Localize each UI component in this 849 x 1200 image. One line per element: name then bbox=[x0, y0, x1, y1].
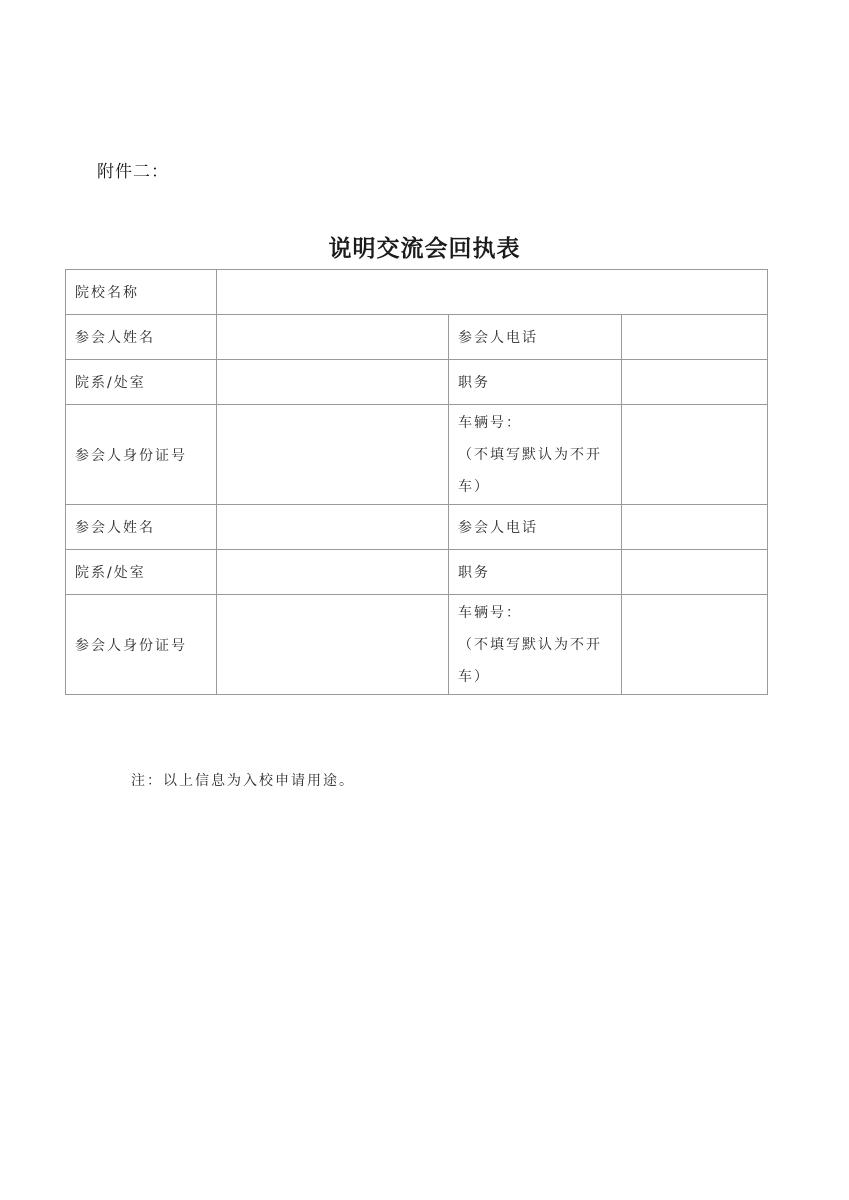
school-row bbox=[66, 270, 768, 315]
vehicle-value[interactable] bbox=[622, 405, 768, 505]
phone-value[interactable] bbox=[622, 505, 768, 550]
phone-value[interactable] bbox=[622, 315, 768, 360]
name-label: 参会人姓名 bbox=[66, 315, 217, 360]
vehicle-value[interactable] bbox=[622, 595, 768, 695]
dept-label: 院系/处室 bbox=[66, 550, 217, 595]
id-label: 参会人身份证号 bbox=[66, 595, 217, 695]
vehicle-label-line2: （不填写默认为不开 bbox=[458, 636, 602, 653]
vehicle-label-line1: 车辆号： bbox=[458, 414, 522, 431]
attachment-label: 附件二： bbox=[97, 162, 169, 182]
id-label: 参会人身份证号 bbox=[66, 405, 217, 505]
participant-2-dept-row bbox=[66, 550, 768, 595]
phone-label: 参会人电话 bbox=[449, 505, 622, 550]
dept-value[interactable] bbox=[217, 550, 449, 595]
participant-1-name-row bbox=[66, 315, 768, 360]
id-value[interactable] bbox=[217, 595, 449, 695]
vehicle-label-line1: 车辆号： bbox=[458, 604, 522, 621]
participant-2-id-row bbox=[66, 595, 768, 695]
school-label: 院校名称 bbox=[66, 270, 217, 315]
vehicle-label bbox=[449, 595, 622, 695]
participant-1-dept-row bbox=[66, 360, 768, 405]
id-value[interactable] bbox=[217, 405, 449, 505]
vehicle-label-line3: 车） bbox=[458, 478, 490, 495]
dept-value[interactable] bbox=[217, 360, 449, 405]
position-label: 职务 bbox=[449, 360, 622, 405]
position-value[interactable] bbox=[622, 550, 768, 595]
position-value[interactable] bbox=[622, 360, 768, 405]
vehicle-label-line3: 车） bbox=[458, 668, 490, 685]
dept-label: 院系/处室 bbox=[66, 360, 217, 405]
participant-2-name-row bbox=[66, 505, 768, 550]
vehicle-label bbox=[449, 405, 622, 505]
participant-1-id-row bbox=[66, 405, 768, 505]
position-label: 职务 bbox=[449, 550, 622, 595]
name-value[interactable] bbox=[217, 505, 449, 550]
name-value[interactable] bbox=[217, 315, 449, 360]
footnote: 注：以上信息为入校申请用途。 bbox=[131, 773, 355, 789]
school-value[interactable] bbox=[217, 270, 768, 315]
phone-label: 参会人电话 bbox=[449, 315, 622, 360]
reply-form-table bbox=[65, 269, 768, 695]
document-title: 说明交流会回执表 bbox=[328, 236, 521, 262]
vehicle-label-line2: （不填写默认为不开 bbox=[458, 446, 602, 463]
name-label: 参会人姓名 bbox=[66, 505, 217, 550]
